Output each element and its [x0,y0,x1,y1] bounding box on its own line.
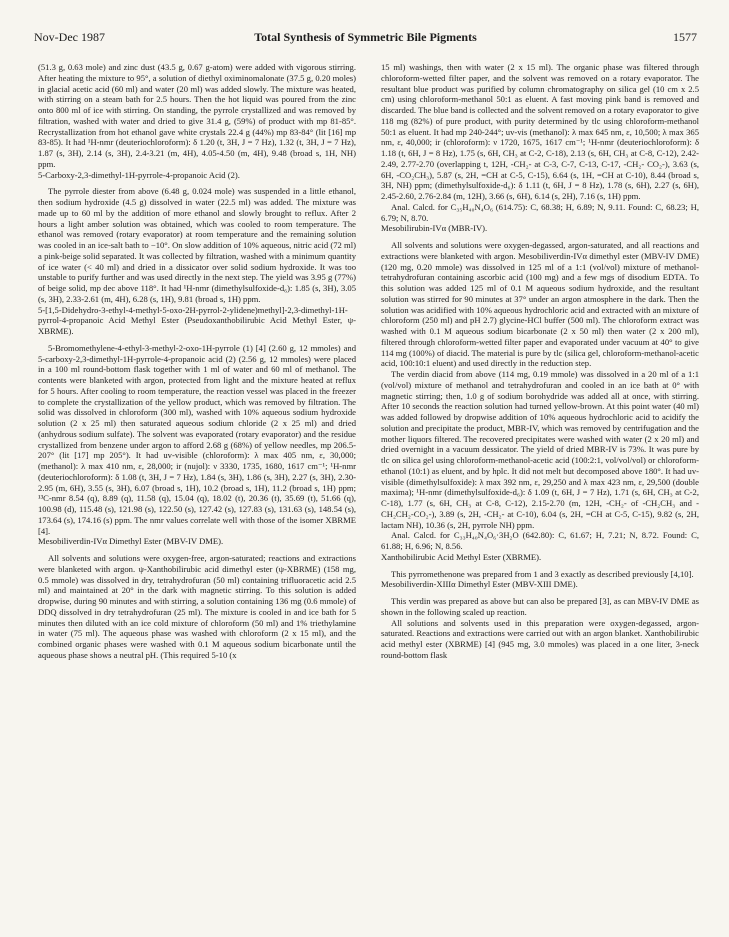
paragraph: (51.3 g, 0.63 mole) and zinc dust (43.5 g, 0.67 g-atom) were added with vigorous stirring. After heating the mixture to 95°, a solution of diethyl oximinomalonate (37.5 g, 0.20 moles) in glacial acetic acid (60 ml) and water (20 ml) was added slowly. The mixture was heated, with stirring on a steam bath for 2.5 hours. Then the hot liquid was poured from the zinc onto 800 ml of ice with stirring. On standing, the pyrrole crystallized and was removed by filtration, washed with water and dried to give 31.4 g, (59%) of product with mp 81-85°. Recrystallization from hot ethanol gave white crystals 22.4 g (44%) mp 83-84° (lit [16] mp 83-85). It had ¹H-nmr (deuteriochloroform): δ 1.20 (t, 3H, J = 7 Hz), 1.32 (t, 3H, J = 7 Hz), 1.87 (s, 3H), 2.14 (s, 3H), 2.4-3.21 (m, 4H), 4.05-4.50 (m, 4H), 9.48 (broad s, 1H, NH) ppm. [38,62,356,169]
paragraph: The verdin diacid from above (114 mg, 0.19 mmole) was dissolved in a 20 ml of a 1:1 (vol/vol) mixture of methanol and tetrahydrofuran and cooled in an ice bath at 0° with magnetic stirring; then, 1.0 g of sodium borohydride was added all at once, with stirring. After 10 seconds the reaction solution had turned yellow-brown. At this point water (40 ml) was added followed by dropwise addition of 10% aqueous hydrochloric acid to acidify the solution and precipitate the product, MBR-IV, which was removed by centrifugation and the mother liquors filtered. The recovered precipitates were washed with water (2 x 20 ml) and dried overnight in a vacuum dessicator. The yield of dried MBR-IV is 73%. It was pure by tlc on silica gel using chloroform-methanol-acetic acid (100:2:1, vol/vol/vol) or chloroform-ethanol (10:1) as eluent, and by hplc. It did not melt but decomposed above 180°. It had uv-visible (dimethylsulfoxide): λ max 392 nm, ε, 29,250 and λ max 423 nm, ε, 29,500 (double maxima); ¹H-nmr (dimethylsulfoxide-d₆): δ 1.09 (t, 6H, J = 7 Hz), 1.71 (s, 6H, CH₃ at C-2, C-18), 1.77 (s, 6H, CH₃ at C-8, C-12), 2.15-2.70 (m, 12H, -CH₂- of -CH₂CH₃ and -CH₂CH₂-CO₂-), 3.89 (s, 2H, -CH₂- at C-10), 6.04 (s, 2H, =CH at C-5, C-15), 9.82 (s, 2H, lactam NH), 10.36 (s, 2H, pyrrole NH) ppm. [381,369,699,530]
paragraph: All solvents and solutions were oxygen-degassed, argon-saturated, and all reactions and extractions were blanketed with argon. Mesobiliverdin-IVα dimethyl ester (MBV-IV DME) (120 mg, 0.20 mmole) was dissolved in 125 ml of a 1:1 (vol/vol) mixture of methanol-tetrahydrofuran containing ascorbic acid (100 mg) and a few mgs of disodium EDTA. To this solution was added 125 ml of 0.1 M aqueous sodium hydroxide, and the resultant solution was stirred for 90 minutes at 37° under an argon atmosphere in the dark. Then the solution was acidified with 10% aqueous hydrochloric acid and extracted with an mixture of chloroform (250 ml) and pH 2.7) glycine-HCl buffer (500 ml). The chloroform extract was washed with 0.1 M aqueous sodium bicarbonate (2 x 50 ml) then water (2 x 200 ml), filtered through chloroform-wetted filter paper and evaporated under vacuum at 40° to give 114 mg (100%) of diacid. The material is pure by tlc (silica gel, chloroform-methanol-acetic acid, 100:10:1 eluent) and used directly in the reduction step. [381,240,699,369]
section-title: 5-Carboxy-2,3-dimethyl-1H-pyrrole-4-propanoic Acid (2). [38,169,240,180]
section-title: 5-[1,5-Didehydro-3-ethyl-4-methyl-5-oxo-2H-pyrrol-2-ylidene)methyl]-2,3-dimethyl-1H-pyrrol-4-propanoic Acid Methyl Ester (Pseudoxanthobilirubic Acid Methyl Ester, ψ-XBRME). [38,304,356,336]
paragraph: Anal. Calcd. for C₃₃H₄₀N₄O₆·3H₂O (642.80): C, 61.67; H, 7.21; N, 8.72. Found: C, 61.88; H, 6.96; N, 8.56. [381,530,699,551]
paragraph: Anal. Calcd. for C₃₅H₄₀N₄O₆ (614.75): C, 68.38; H, 6.89; N, 9.11. Found: C, 68.23; H, 6.79; N, 8.70. [381,201,699,223]
paragraph: This pyrromethenone was prepared from 1 and 3 exactly as described previously [4,10]. [391,568,694,579]
paragraph: The pyrrole diester from above (6.48 g, 0.024 mole) was suspended in a little ethanol, then sodium hydroxide (4.5 g) dissolved in water (22.5 ml) was added. The mixture was made up to 60 ml by the addition of more ethanol and slowly brought to reflux. After 2 hours a light amber solution was obtained, which was cooled to room temperature. The ethanol was removed (rotary evaporator) at room temperature and the remaining solution was cooled in an ice-salt bath to −10°. On slow addition of 10% aqueous, nitric acid (72 ml) a pink-beige solid separated. It was collected by filtration, washed with a minimum quantity of ice water (< 40 ml) and dried in a dissicator over solid sodium hydroxide. It was too unstable to purify further and was used directly in the next step. The yield was 3.95 g (77%) of beige solid, mp dec above 118°. It had ¹H-nmr (dimethylsulfoxide-d₆): 1.85 (s, 3H), 3.05 (s, 3H), 2.33-2.61 (m, 4H), 6.28 (s, 1H), 9.81 (broad s, 1H) ppm. [38,186,356,304]
paragraph: All solutions and solvents used in this preparation were oxygen-degassed, argon-saturated. Reactions and extractions were carried out with an argon blanket. Xanthobilirubic acid methyl ester (XBRME) [4] (945 mg, 3.0 mmoles) was placed in a one liter, 3-neck round-bottom flask [381,617,699,660]
paragraph: This verdin was prepared as above but can also be prepared [3], as can MBV-IV DME as shown in the following scaled up reaction. [381,596,699,617]
header-title: Total Synthesis of Symmetric Bile Pigments [254,30,477,44]
paragraph: All solvents and solutions were oxygen-free, argon-saturated; reactions and extractions were blanketed with argon. ψ-Xanthobilirubic acid dimethyl ester (ψ-XBRME) (158 mg, 0.5 mmole) was dissolved in dry, tetrahydrofuran (50 ml) containing trifluoracetic acid 2.5 ml) and maintained at 20° in the dark with magnetic stirring. To this solution is added dropwise, during 90 minutes and with stirring, a solution containing 136 mg (0.6 mmole) of DDQ dissolved in dry tetrahydrofuran (25 ml). The mixture is cooled in and ice bath for 5 minutes then diluted with an ice cold mixture of chloroform (50 ml) and 1% triethylamine in water (75 ml). The aqueous phase was washed with chloroform (2 x 15 ml), and the combined organic phases were washed with 0.1 M aqueous sodium bicarbonate until the aqueous phase shows a neutral pH. (This required 5-10 (x [38,553,356,660]
section-title: Xanthobilirubic Acid Methyl Ester (XBRME). [381,551,542,562]
left-column [38,62,356,927]
running-header [34,30,697,46]
right-column [381,62,699,927]
section-title: Mesobiliverdin-XIIIα Dimethyl Ester (MBV-XIII DME). [381,579,578,590]
paragraph: 15 ml) washings, then with water (2 x 15 ml). The organic phase was filtered through chloroform-wetted filter paper, and the solvent was removed on a rotary evaporator. The resultant blue product was purified by column chromatography on silica gel (10 cm x 2.5 cm) using chloroform-methanol 50:1 as eluent. A fast moving pink band is removed and discarded. The blue band is collected and the solvent removed on a rotary evaporator to give 118 mg (82%) of pure product, with purity determined by tlc using chloroform-methanol 50:1 as eluent. It had mp 240-244°; uv-vis (methanol): λ max 645 nm, ε, 10,500; λ max 365 nm, ε, 40,000; ir (chloroform): ν 1720, 1675, 1617 cm⁻¹; ¹H-nmr (deuteriochloroform): δ 1.18 (t, 6H, J = 8 Hz), 1.75 (s, 6H, CH₃ at C-2, C-18), 2.13 (s, 6H, CH₃ at C-8, C-12), 2.42-2.49, 2.77-2.70 (overlapping t, 12H, -CH₂- at C-3, C-7, C-13, C-17, -CH₂- CO₂-), 3.63 (s, 6H, -CO₂CH₃), 5.87 (s, 2H, =CH at C-5, C-15), 6.64 (s, 1H, =CH at C-10), 8.44 (broad s, 3H, NH) ppm; (dimethylsulfoxide-d₆): δ 1.11 (t, 6H, J = 8 Hz), 1.78 (s, 6H), 2.27 (s, 6H), 2.45-2.60, 2.76-2.84 (m, 12H), 3.66 (s, 6H), 6.14 (s, 2H), 7.16 (s, 1H) ppm. [381,62,699,201]
section-title: Mesobiliverdin-IVα Dimethyl Ester (MBV-IV DME). [38,536,224,547]
section-title: Mesobilirubin-IVα (MBR-IV). [381,223,488,234]
page-number: 1577 [673,30,697,44]
paragraph: 5-Bromomethylene-4-ethyl-3-methyl-2-oxo-1H-pyrrole (1) [4] (2.60 g, 12 mmoles) and 5-carboxy-2,3-dimethyl-1H-pyrrole-4-propanoic acid (2) (2.56 g, 12 mmoles) were placed in a 100 ml round-bottom flask together with 1 ml of water and 60 ml of methanol. The contents were blanketed with argon, protected from light and the mixture heated at reflux for 5 hours. After cooling to room temperature, the reaction vessel was placed in the freezer to complete the crystallization of the yellow product, which was removed by filtration. The solid was dissolved in chloroform (300 ml), washed with 10% aqueous sodium hydroxide solution (2 x 25 ml) then saturated aqueous sodium chloride (2 x 25 ml) and dried (anhydrous sodium sulfate). The solvent was evaporated (rotary evaporator) and the residue crystallized from benzene under argon to afford 2.68 g (68%) of yellow needles, mp 206.5-207° (lit [17] mp 205°). It had uv-visible (chloroform): λ max 405 nm, ε, 30,000; (methanol): λ max 410 nm, ε, 28,000; ir (nujol): ν 3330, 1735, 1680, 1617 cm⁻¹; ¹H-nmr (deuteriochloroform): δ 1.08 (t, 3H, J = 7 Hz), 1.84 (s, 3H), 1.86 (s, 3H), 2.27 (s, 3H), 2.30-2.95 (m, 6H), 3.55 (s, 3H), 6.07 (broad s, 1H), 10.2 (broad s, 1H), 11.2 (broad s, 1H) ppm; ¹³C-nmr 8.54 (q), 8.89 (q), 11.58 (q), 15.04 (q), 18.02 (t), 20.36 (t), 35.69 (t), 51.66 (q), 100.98 (d), 115.48 (s), 121.98 (s), 122.50 (s), 127.42 (s), 127.83 (s), 131.63 (s), 148.54 (s), 173.64 (s), 174.16 (s) ppm. The nmr values correlate well with those of the isomer XBRME [4]. [38,342,356,536]
header-date: Nov-Dec 1987 [34,30,105,44]
